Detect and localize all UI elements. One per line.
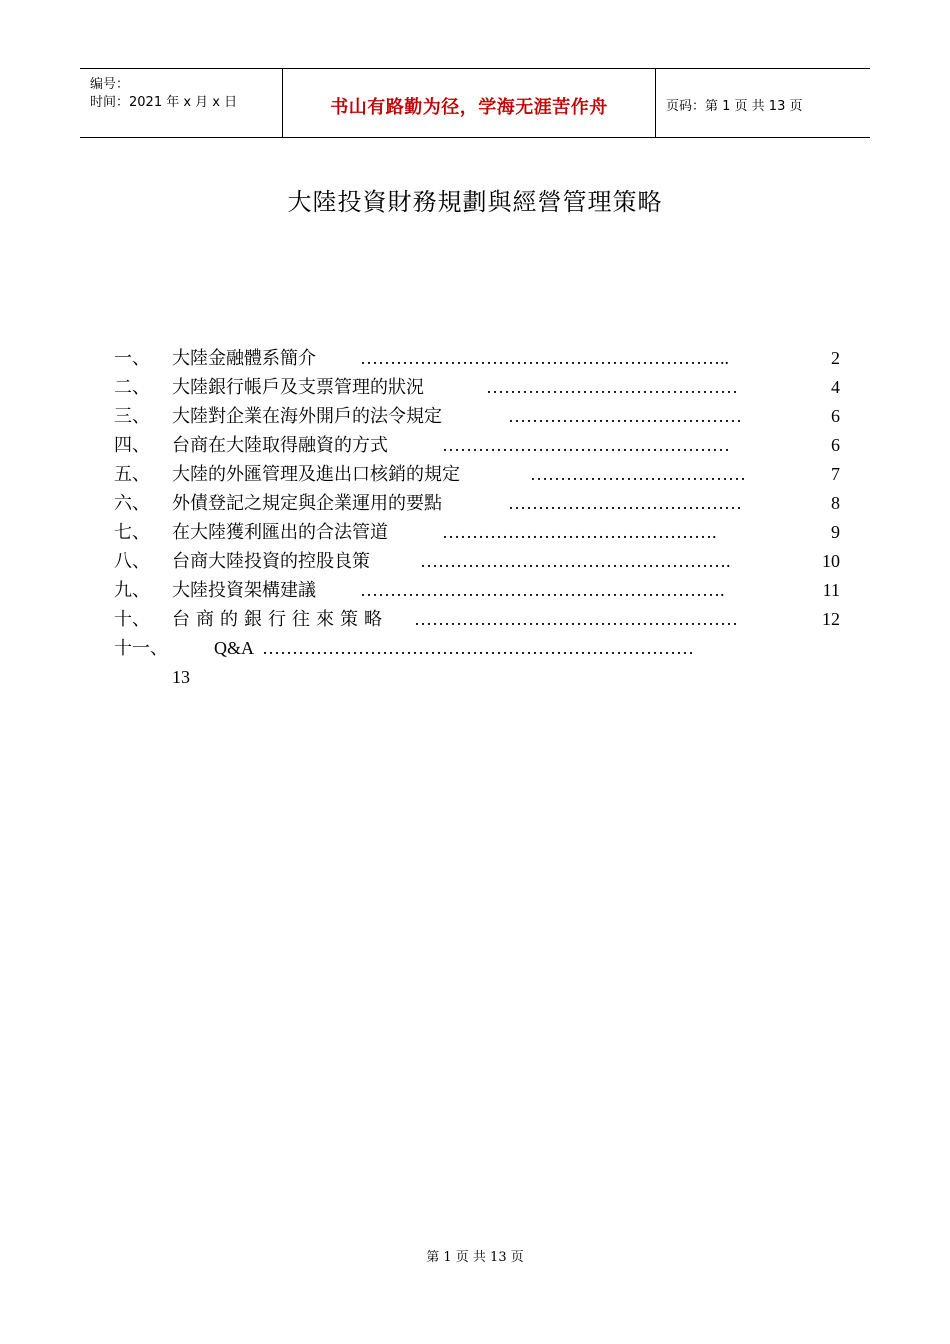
motto-text: 书山有路勤为径，学海无涯苦作舟 [330, 97, 608, 118]
toc-leader: ………………………………… [508, 493, 742, 513]
header-motto-cell [283, 69, 656, 137]
toc-entry[interactable] [114, 576, 840, 605]
toc-leader: …………………………………………………….. [360, 348, 729, 368]
toc-page: 8 [831, 493, 840, 513]
toc-number: 一、 [114, 348, 150, 369]
toc-title: Q&A [214, 638, 254, 658]
toc-entry[interactable] [114, 344, 840, 373]
toc-number: 四、 [114, 435, 150, 456]
toc-title: 大陸金融體系簡介 [172, 348, 316, 369]
header-info-cell [80, 69, 283, 137]
toc-number: 九、 [114, 580, 150, 601]
toc-entry[interactable] [114, 547, 840, 576]
time-label: 时间：2021 年 x 月 x 日 [90, 95, 238, 110]
toc-leader: ………………………………………… [442, 435, 730, 455]
toc-title: 外債登記之規定與企業運用的要點 [172, 493, 442, 514]
toc-leader: ………………………………………. [442, 522, 717, 542]
toc-entry[interactable] [114, 634, 840, 692]
toc-page: 6 [831, 435, 840, 455]
page-info: 页码：第 1 页 共 13 页 [666, 99, 803, 114]
toc-number: 六、 [114, 493, 150, 514]
toc-page: 13 [172, 667, 190, 687]
number-label: 编号： [90, 77, 130, 92]
toc-title: 台商的銀行往來策略 [172, 609, 388, 630]
toc-page: 6 [831, 406, 840, 426]
toc-title: 大陸銀行帳戶及支票管理的狀況 [172, 377, 424, 398]
table-of-contents [114, 344, 840, 692]
toc-page: 7 [831, 464, 840, 484]
toc-page: 2 [831, 348, 840, 368]
toc-leader: …………………………………… [486, 377, 738, 397]
toc-number: 十、 [114, 609, 150, 630]
toc-page: 9 [831, 522, 840, 542]
toc-title: 大陸的外匯管理及進出口核銷的規定 [172, 464, 460, 485]
toc-entry[interactable] [114, 402, 840, 431]
toc-entry[interactable] [114, 431, 840, 460]
toc-page: 4 [831, 377, 840, 397]
toc-leader: ……………………………………………… [414, 609, 738, 629]
toc-number: 七、 [114, 522, 150, 543]
toc-leader: ……………………………………………………. [360, 580, 725, 600]
toc-leader: ……………………………………………. [420, 551, 731, 571]
toc-entry[interactable] [114, 518, 840, 547]
document-title: 大陸投資財務規劃與經營管理策略 [287, 188, 663, 216]
header-page-cell [656, 69, 870, 137]
toc-leader: ……………………………………………………………… [262, 638, 694, 658]
toc-leader: ……………………………… [530, 464, 746, 484]
toc-title: 大陸對企業在海外開戶的法令規定 [172, 406, 442, 427]
toc-title: 大陸投資架構建議 [172, 580, 316, 601]
document-header [80, 68, 870, 138]
toc-number: 五、 [114, 464, 150, 485]
page-footer: 第 1 页 共 13 页 [426, 1250, 524, 1265]
toc-leader: ………………………………… [508, 406, 742, 426]
toc-entry[interactable] [114, 373, 840, 402]
toc-page: 10 [822, 551, 840, 571]
toc-number: 二、 [114, 377, 150, 398]
toc-number: 三、 [114, 406, 150, 427]
toc-page: 11 [822, 580, 840, 600]
toc-title: 在大陸獲利匯出的合法管道 [172, 522, 388, 543]
toc-entry[interactable] [114, 605, 840, 634]
toc-entry[interactable] [114, 460, 840, 489]
toc-title: 台商在大陸取得融資的方式 [172, 435, 388, 456]
toc-entry[interactable] [114, 489, 840, 518]
toc-number: 八、 [114, 551, 150, 572]
toc-title: 台商大陸投資的控股良策 [172, 551, 370, 572]
toc-number: 十一、 [114, 638, 168, 659]
toc-page: 12 [822, 609, 840, 629]
